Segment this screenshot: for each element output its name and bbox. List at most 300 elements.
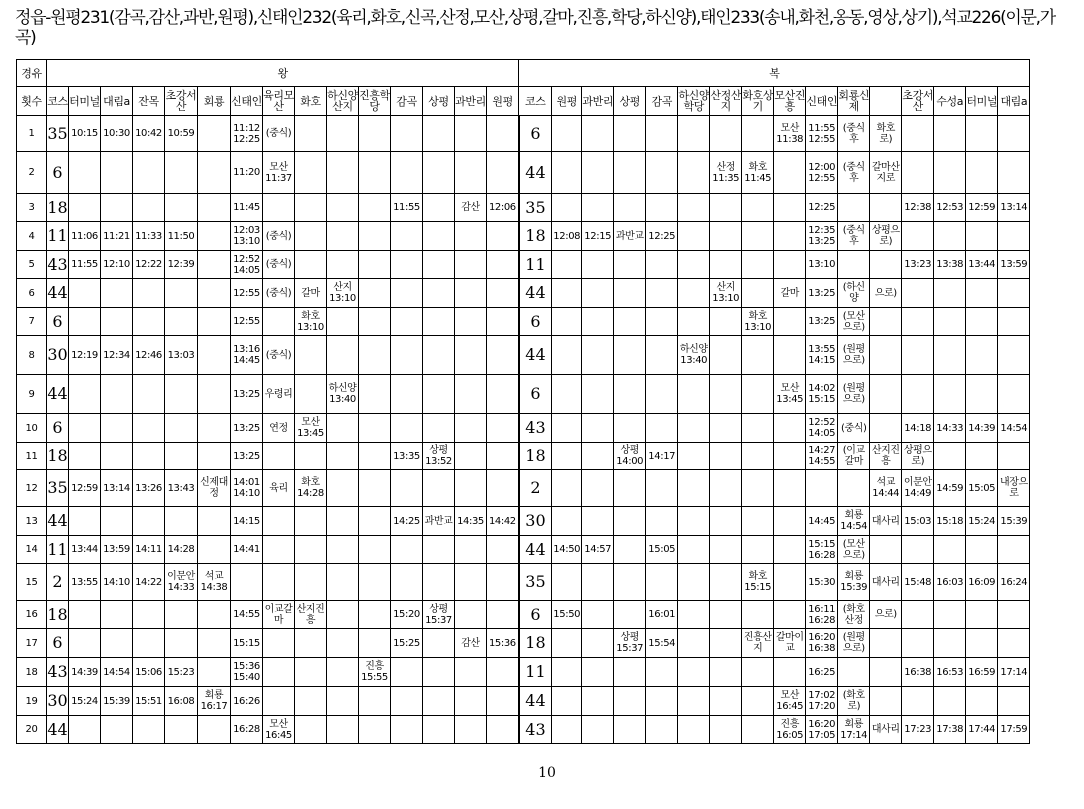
schedule-cell <box>966 222 998 251</box>
schedule-cell <box>998 375 1030 414</box>
table-row <box>17 414 1030 443</box>
course-number: 6 <box>519 116 552 152</box>
schedule-cell <box>998 222 1030 251</box>
schedule-cell: 14:54 <box>101 658 133 687</box>
schedule-cell: (중식후 <box>838 152 870 194</box>
schedule-cell <box>870 251 902 279</box>
schedule-cell <box>165 308 198 336</box>
schedule-cell <box>614 194 646 222</box>
schedule-cell <box>710 601 742 629</box>
schedule-cell <box>423 658 455 687</box>
schedule-cell <box>902 308 934 336</box>
schedule-cell: 14:17 <box>646 443 678 470</box>
schedule-cell <box>327 507 359 536</box>
run-number: 18 <box>17 658 47 687</box>
schedule-cell <box>423 564 455 601</box>
schedule-cell <box>359 687 391 716</box>
schedule-cell <box>263 536 295 564</box>
schedule-cell <box>582 251 614 279</box>
schedule-cell: 11:12 12:25 <box>231 116 263 152</box>
schedule-cell <box>101 507 133 536</box>
course-number: 44 <box>47 375 69 414</box>
schedule-cell: 15:15 16:28 <box>806 536 838 564</box>
schedule-cell <box>295 194 327 222</box>
schedule-cell: 12:06 <box>487 194 519 222</box>
schedule-cell: 14:25 <box>391 507 423 536</box>
course-number: 44 <box>519 336 552 375</box>
schedule-cell <box>934 687 966 716</box>
schedule-cell <box>742 507 774 536</box>
column-header: 대림a <box>101 87 133 116</box>
column-header: 모산진흥 <box>774 87 806 116</box>
schedule-cell <box>998 116 1030 152</box>
schedule-cell <box>646 414 678 443</box>
course-number: 18 <box>47 443 69 470</box>
schedule-cell: 15:39 <box>998 507 1030 536</box>
course-number: 35 <box>519 564 552 601</box>
schedule-cell: 석교 14:38 <box>198 564 231 601</box>
schedule-cell <box>101 194 133 222</box>
schedule-cell: 16:20 17:05 <box>806 716 838 744</box>
schedule-cell: 모산 11:38 <box>774 116 806 152</box>
course-number: 18 <box>519 629 552 658</box>
schedule-cell <box>742 536 774 564</box>
schedule-cell <box>455 414 487 443</box>
schedule-cell: 14:27 14:55 <box>806 443 838 470</box>
schedule-cell <box>359 308 391 336</box>
schedule-cell <box>391 279 423 308</box>
schedule-cell <box>487 687 519 716</box>
schedule-cell <box>870 375 902 414</box>
schedule-cell: 회룡 14:54 <box>838 507 870 536</box>
schedule-cell: 하신양 13:40 <box>327 375 359 414</box>
schedule-cell <box>487 152 519 194</box>
schedule-cell <box>391 152 423 194</box>
schedule-cell <box>423 222 455 251</box>
schedule-cell <box>966 279 998 308</box>
schedule-cell <box>423 308 455 336</box>
schedule-cell: 화호 13:10 <box>742 308 774 336</box>
schedule-cell <box>998 536 1030 564</box>
schedule-cell <box>263 194 295 222</box>
schedule-cell <box>487 116 519 152</box>
schedule-cell <box>263 564 295 601</box>
schedule-cell: 산지 13:10 <box>710 279 742 308</box>
schedule-cell <box>423 336 455 375</box>
schedule-cell: (중식) <box>263 279 295 308</box>
schedule-cell <box>870 629 902 658</box>
course-number: 44 <box>47 507 69 536</box>
run-number: 2 <box>17 152 47 194</box>
schedule-cell <box>678 687 710 716</box>
schedule-cell <box>934 308 966 336</box>
course-number: 35 <box>47 470 69 507</box>
course-number: 44 <box>47 279 69 308</box>
schedule-cell <box>327 308 359 336</box>
column-header: 육리모산 <box>263 87 295 116</box>
schedule-cell <box>998 601 1030 629</box>
schedule-cell: 상평 15:37 <box>614 629 646 658</box>
schedule-cell <box>934 601 966 629</box>
schedule-cell <box>966 536 998 564</box>
schedule-cell: 14:33 <box>934 414 966 443</box>
run-header: 횟수 <box>17 87 47 116</box>
schedule-cell <box>295 658 327 687</box>
schedule-cell: 13:25 <box>806 308 838 336</box>
column-header: 코스 <box>47 87 69 116</box>
table-row <box>17 443 1030 470</box>
schedule-cell <box>198 443 231 470</box>
schedule-cell <box>198 194 231 222</box>
schedule-cell <box>742 414 774 443</box>
schedule-cell <box>487 716 519 744</box>
schedule-cell <box>295 375 327 414</box>
course-number: 18 <box>47 194 69 222</box>
schedule-cell: 16:01 <box>646 601 678 629</box>
schedule-cell <box>455 222 487 251</box>
schedule-cell: 12:53 <box>934 194 966 222</box>
schedule-cell <box>455 470 487 507</box>
table-row <box>17 152 1030 194</box>
schedule-cell: (중식) <box>263 251 295 279</box>
schedule-cell: 16:09 <box>966 564 998 601</box>
schedule-cell <box>263 308 295 336</box>
schedule-cell: 16:11 16:28 <box>806 601 838 629</box>
schedule-cell <box>774 414 806 443</box>
schedule-cell <box>487 251 519 279</box>
schedule-cell: 10:30 <box>101 116 133 152</box>
schedule-cell: 17:38 <box>934 716 966 744</box>
run-number: 9 <box>17 375 47 414</box>
schedule-cell <box>552 194 582 222</box>
schedule-cell: 이교갈마 <box>263 601 295 629</box>
schedule-cell <box>646 152 678 194</box>
schedule-cell <box>582 601 614 629</box>
schedule-cell <box>327 152 359 194</box>
column-header: 상평 <box>423 87 455 116</box>
schedule-cell <box>487 375 519 414</box>
schedule-cell: 대사리 <box>870 507 902 536</box>
schedule-cell <box>838 470 870 507</box>
schedule-cell <box>582 629 614 658</box>
schedule-cell: 11:50 <box>165 222 198 251</box>
schedule-cell: 13:59 <box>998 251 1030 279</box>
schedule-cell: (원평으로) <box>838 629 870 658</box>
schedule-cell: 산지진흥 <box>295 601 327 629</box>
schedule-cell <box>582 152 614 194</box>
schedule-cell <box>934 336 966 375</box>
schedule-cell <box>678 375 710 414</box>
schedule-cell <box>423 194 455 222</box>
schedule-cell <box>838 658 870 687</box>
schedule-cell <box>263 629 295 658</box>
run-number: 5 <box>17 251 47 279</box>
schedule-cell <box>101 443 133 470</box>
schedule-cell: 14:45 <box>806 507 838 536</box>
schedule-cell <box>552 375 582 414</box>
schedule-cell <box>133 308 165 336</box>
schedule-cell <box>198 601 231 629</box>
schedule-cell <box>646 251 678 279</box>
schedule-cell <box>646 658 678 687</box>
schedule-cell: (중식) <box>263 116 295 152</box>
schedule-cell <box>774 443 806 470</box>
schedule-cell <box>646 308 678 336</box>
column-header: 원평 <box>487 87 519 116</box>
table-row <box>17 470 1030 507</box>
schedule-cell <box>710 414 742 443</box>
schedule-cell <box>582 443 614 470</box>
course-number: 30 <box>47 336 69 375</box>
schedule-cell: 15:54 <box>646 629 678 658</box>
schedule-cell <box>552 443 582 470</box>
schedule-cell <box>423 414 455 443</box>
schedule-cell: 석교 14:44 <box>870 470 902 507</box>
schedule-cell: 12:38 <box>902 194 934 222</box>
schedule-cell <box>327 470 359 507</box>
schedule-cell: 13:03 <box>165 336 198 375</box>
schedule-cell: 10:42 <box>133 116 165 152</box>
run-number: 7 <box>17 308 47 336</box>
schedule-cell <box>742 470 774 507</box>
column-header: 원평 <box>552 87 582 116</box>
table-row <box>17 375 1030 414</box>
schedule-cell <box>614 470 646 507</box>
schedule-cell <box>455 443 487 470</box>
schedule-cell <box>582 716 614 744</box>
schedule-cell <box>934 152 966 194</box>
schedule-cell: 12:10 <box>101 251 133 279</box>
schedule-cell <box>69 308 101 336</box>
schedule-cell <box>455 279 487 308</box>
schedule-cell <box>902 629 934 658</box>
schedule-cell: 14:22 <box>133 564 165 601</box>
schedule-cell: 11:06 <box>69 222 101 251</box>
column-header: 대림a <box>998 87 1030 116</box>
schedule-cell <box>710 716 742 744</box>
schedule-cell <box>133 601 165 629</box>
schedule-cell <box>552 716 582 744</box>
schedule-cell <box>101 375 133 414</box>
course-number: 18 <box>47 601 69 629</box>
schedule-cell <box>998 443 1030 470</box>
schedule-cell <box>966 152 998 194</box>
schedule-cell <box>774 601 806 629</box>
schedule-cell <box>198 629 231 658</box>
schedule-cell <box>423 716 455 744</box>
schedule-cell <box>359 443 391 470</box>
schedule-cell <box>582 658 614 687</box>
schedule-cell <box>552 470 582 507</box>
schedule-cell <box>646 375 678 414</box>
schedule-cell <box>710 375 742 414</box>
schedule-cell: 13:10 <box>806 251 838 279</box>
schedule-cell <box>710 507 742 536</box>
schedule-cell <box>165 152 198 194</box>
schedule-cell <box>742 375 774 414</box>
table-row <box>17 507 1030 536</box>
schedule-cell <box>646 279 678 308</box>
schedule-cell <box>710 443 742 470</box>
schedule-cell: 16:59 <box>966 658 998 687</box>
run-number: 4 <box>17 222 47 251</box>
schedule-cell <box>646 116 678 152</box>
schedule-cell <box>327 222 359 251</box>
schedule-cell: 13:25 <box>231 375 263 414</box>
schedule-cell: 16:26 <box>231 687 263 716</box>
schedule-cell: 12:39 <box>165 251 198 279</box>
schedule-cell: 15:15 <box>231 629 263 658</box>
column-header: 상평 <box>614 87 646 116</box>
schedule-cell <box>391 716 423 744</box>
table-row <box>17 308 1030 336</box>
schedule-cell: 12:52 14:05 <box>806 414 838 443</box>
schedule-cell <box>774 308 806 336</box>
schedule-cell: 산정 11:35 <box>710 152 742 194</box>
schedule-cell: 16:03 <box>934 564 966 601</box>
schedule-cell <box>327 336 359 375</box>
run-number: 1 <box>17 116 47 152</box>
schedule-cell: (중식) <box>263 222 295 251</box>
schedule-cell <box>870 536 902 564</box>
schedule-cell: 14:35 <box>455 507 487 536</box>
schedule-cell: 15:51 <box>133 687 165 716</box>
schedule-cell: 12:59 <box>69 470 101 507</box>
course-number: 44 <box>519 536 552 564</box>
course-number: 44 <box>519 687 552 716</box>
schedule-cell <box>455 116 487 152</box>
schedule-cell: 16:08 <box>165 687 198 716</box>
schedule-cell: (원평으로) <box>838 375 870 414</box>
schedule-cell <box>101 152 133 194</box>
schedule-cell: (중식후 <box>838 222 870 251</box>
schedule-cell <box>101 308 133 336</box>
schedule-cell <box>198 116 231 152</box>
schedule-cell <box>165 716 198 744</box>
schedule-cell <box>487 443 519 470</box>
schedule-cell <box>198 658 231 687</box>
schedule-cell <box>198 308 231 336</box>
schedule-cell <box>327 716 359 744</box>
schedule-cell <box>678 308 710 336</box>
schedule-cell <box>133 414 165 443</box>
schedule-cell <box>69 194 101 222</box>
run-number: 20 <box>17 716 47 744</box>
schedule-cell <box>455 375 487 414</box>
course-number: 35 <box>519 194 552 222</box>
schedule-cell <box>934 629 966 658</box>
schedule-cell <box>165 375 198 414</box>
schedule-cell: (모산으로) <box>838 536 870 564</box>
schedule-cell: 13:25 <box>231 414 263 443</box>
schedule-cell: 12:59 <box>966 194 998 222</box>
schedule-cell <box>198 152 231 194</box>
schedule-cell <box>582 687 614 716</box>
course-number: 11 <box>47 222 69 251</box>
schedule-cell <box>678 507 710 536</box>
schedule-cell <box>646 687 678 716</box>
schedule-cell <box>902 536 934 564</box>
schedule-cell <box>742 194 774 222</box>
schedule-cell <box>455 536 487 564</box>
schedule-cell: 13:14 <box>101 470 133 507</box>
schedule-cell <box>359 414 391 443</box>
schedule-cell <box>263 443 295 470</box>
schedule-cell: 16:38 <box>902 658 934 687</box>
column-header: 과반리 <box>455 87 487 116</box>
run-number: 14 <box>17 536 47 564</box>
schedule-cell <box>423 251 455 279</box>
course-number: 6 <box>519 375 552 414</box>
schedule-cell <box>678 194 710 222</box>
schedule-cell: 13:59 <box>101 536 133 564</box>
schedule-cell <box>552 251 582 279</box>
column-header: 산정산지 <box>710 87 742 116</box>
schedule-cell: 15:05 <box>646 536 678 564</box>
schedule-cell: 12:46 <box>133 336 165 375</box>
schedule-cell <box>423 152 455 194</box>
schedule-cell <box>423 687 455 716</box>
run-number: 15 <box>17 564 47 601</box>
schedule-cell: 12:19 <box>69 336 101 375</box>
schedule-cell: 과반교 <box>423 507 455 536</box>
schedule-cell <box>710 222 742 251</box>
table-row <box>17 601 1030 629</box>
schedule-cell <box>487 308 519 336</box>
schedule-cell <box>934 375 966 414</box>
schedule-cell: 회룡 15:39 <box>838 564 870 601</box>
schedule-cell <box>359 564 391 601</box>
schedule-cell <box>838 194 870 222</box>
schedule-cell <box>678 414 710 443</box>
schedule-cell <box>710 194 742 222</box>
schedule-cell: 갈마 <box>774 279 806 308</box>
schedule-cell <box>870 687 902 716</box>
column-header: 감곡 <box>391 87 423 116</box>
schedule-cell: 13:55 14:15 <box>806 336 838 375</box>
schedule-cell <box>902 601 934 629</box>
schedule-cell: 14:10 <box>101 564 133 601</box>
schedule-cell <box>710 536 742 564</box>
schedule-cell <box>327 601 359 629</box>
schedule-cell <box>487 601 519 629</box>
schedule-cell: 육리 <box>263 470 295 507</box>
schedule-cell: 13:35 <box>391 443 423 470</box>
schedule-cell <box>678 152 710 194</box>
schedule-cell: 11:45 <box>231 194 263 222</box>
schedule-cell: 13:26 <box>133 470 165 507</box>
schedule-cell: 연정 <box>263 414 295 443</box>
schedule-cell <box>391 414 423 443</box>
schedule-cell <box>582 507 614 536</box>
schedule-cell: 17:14 <box>998 658 1030 687</box>
schedule-cell <box>966 601 998 629</box>
schedule-cell <box>359 601 391 629</box>
schedule-cell <box>359 194 391 222</box>
schedule-cell <box>101 279 133 308</box>
schedule-cell: 14:18 <box>902 414 934 443</box>
schedule-cell <box>69 375 101 414</box>
schedule-cell: (중식) <box>838 414 870 443</box>
schedule-cell <box>69 507 101 536</box>
schedule-cell <box>552 279 582 308</box>
schedule-cell: 감산 <box>455 629 487 658</box>
schedule-cell <box>133 507 165 536</box>
schedule-cell: 12:22 <box>133 251 165 279</box>
run-number: 17 <box>17 629 47 658</box>
schedule-cell <box>582 336 614 375</box>
schedule-cell <box>165 507 198 536</box>
